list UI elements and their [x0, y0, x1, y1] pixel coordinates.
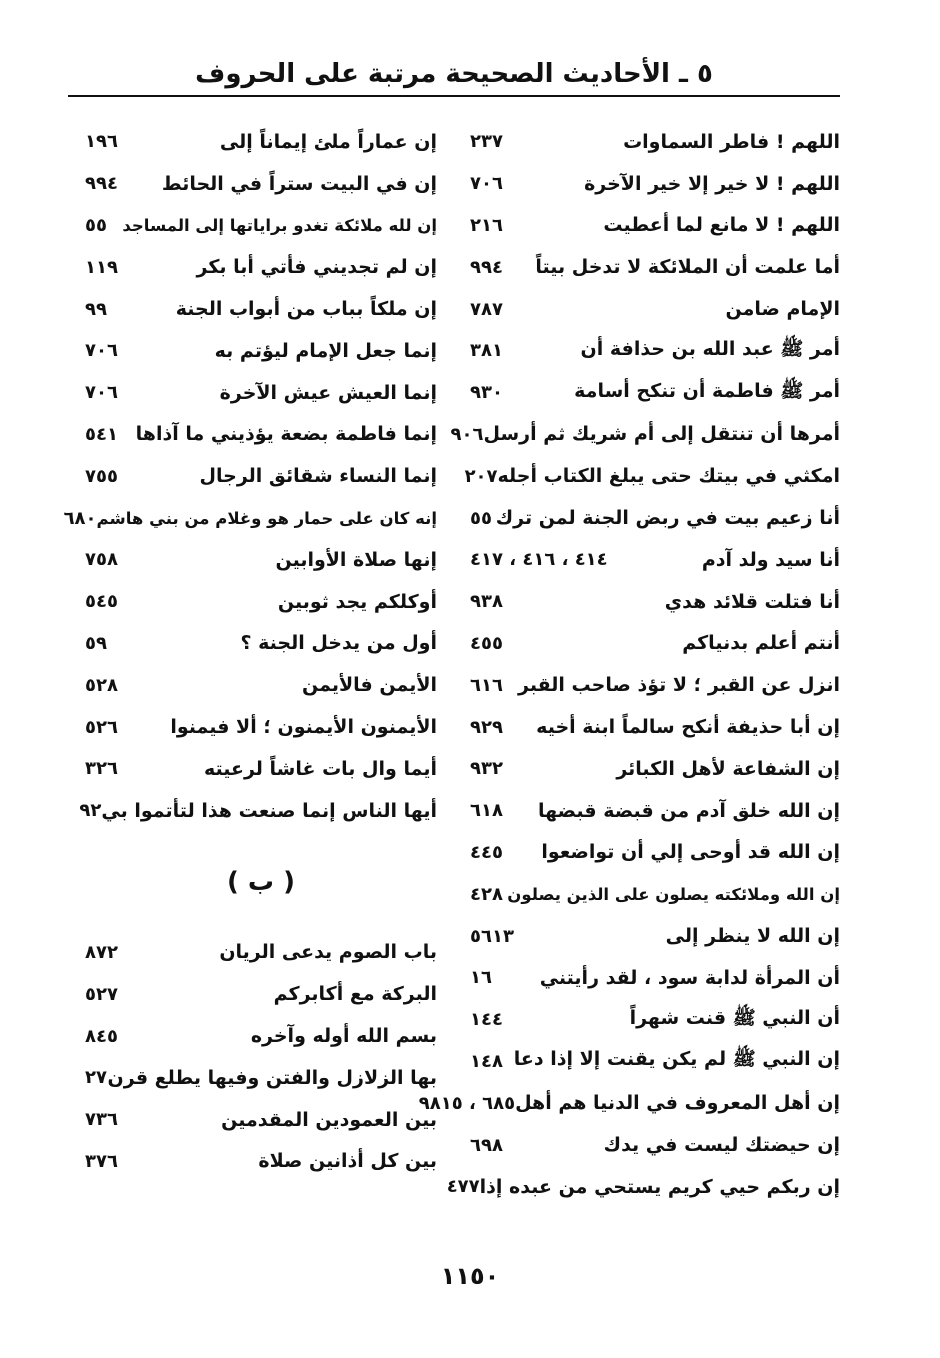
- hadith-number: ٥٢٧: [85, 983, 118, 1005]
- hadith-incipit: إن حيضتك ليست في يدك: [603, 1134, 840, 1157]
- index-entry: [470, 957, 840, 999]
- index-entry: [85, 1141, 437, 1183]
- hadith-incipit: إن ملكاً بباب من أبواب الجنة: [175, 298, 437, 321]
- index-entry: [470, 205, 840, 247]
- hadith-incipit: أنا سيد ولد آدم: [701, 548, 840, 571]
- hadith-number: ٦٩٨: [470, 1134, 503, 1156]
- hadith-incipit: إن أهل المعروف في الدنيا هم أهل: [515, 1092, 840, 1115]
- index-entry: [470, 539, 840, 581]
- index-entry: [85, 539, 437, 581]
- index-entry: [85, 414, 437, 456]
- index-entry: [85, 932, 437, 974]
- hadith-number: ٦٨٠: [63, 507, 97, 529]
- header-rule: [68, 95, 840, 97]
- hadith-number: ٩٣٨: [470, 591, 503, 613]
- index-entry: [85, 748, 437, 790]
- hadith-number: ٧٠٦: [470, 173, 503, 195]
- hadith-number: ٢٠٧: [464, 465, 498, 487]
- hadith-incipit: اللهم ! لا مانع لما أعطيت: [603, 214, 840, 237]
- index-entry: [85, 288, 437, 330]
- hadith-number: ٥٦١٣: [470, 925, 514, 947]
- hadith-incipit: إنه كان على حمار هو وغلام من بني هاشم: [96, 508, 437, 528]
- hadith-number: ٤٢٨: [470, 883, 503, 905]
- hadith-number: ٩٣٢: [470, 758, 503, 780]
- hadith-incipit: إن الله خلق آدم من قبضة قبضها: [537, 799, 840, 822]
- hadith-number: ٨٧٢: [85, 941, 118, 963]
- hadith-incipit: إنما فاطمة بضعة يؤذيني ما آذاها: [135, 423, 437, 446]
- hadith-number: ١٤٤: [470, 1009, 503, 1031]
- hadith-incipit: إن أبا حذيفة أنكح سالماً ابنة أخيه: [536, 716, 840, 739]
- hadith-number: ٩٠٦: [450, 423, 484, 445]
- hadith-incipit: إن ربكم حيي كريم يستحي من عبده إذا: [479, 1175, 840, 1198]
- hadith-number: ٩٢٩: [470, 716, 503, 738]
- hadith-incipit: إنما النساء شقائق الرجال: [199, 465, 437, 488]
- hadith-number: ٩٩: [85, 298, 107, 320]
- hadith-incipit: إنما جعل الإمام ليؤتم به: [214, 339, 437, 362]
- index-entry: [450, 414, 840, 456]
- hadith-number: ٥٥: [85, 214, 107, 236]
- index-entry: [470, 288, 840, 330]
- hadith-incipit: إن عماراً ملئ إيماناً إلى: [219, 130, 437, 153]
- hadith-number: ٨٤٥: [85, 1025, 118, 1047]
- hadith-incipit: بسم الله أوله وآخره: [250, 1025, 437, 1048]
- hadith-number: ١٤٨: [470, 1050, 503, 1072]
- hadith-number: ٣٨١: [470, 340, 503, 362]
- hadith-number: ٦١٨: [470, 800, 503, 822]
- hadith-number: ٩٩٤: [85, 173, 118, 195]
- hadith-incipit: أيما وال بات غاشاً لرعيته: [203, 757, 437, 780]
- hadith-number: ٧٠٦: [85, 340, 118, 362]
- index-entry: [85, 330, 437, 372]
- index-entry: [470, 790, 840, 832]
- hadith-incipit: امكثي في بيتك حتى يبلغ الكتاب أجله: [497, 465, 840, 488]
- hadith-incipit: أوكلكم يجد ثوبين: [277, 590, 437, 613]
- hadith-number: ٧٠٦: [85, 382, 118, 404]
- hadith-incipit: الأيمنون الأيمنون ؛ ألا فيمنوا: [170, 716, 437, 739]
- hadith-incipit: أول من يدخل الجنة ؟: [240, 632, 437, 655]
- index-entry: [470, 163, 840, 205]
- page-number: ١١٥٠: [440, 1262, 500, 1290]
- hadith-incipit: اللهم ! فاطر السماوات: [623, 130, 840, 153]
- index-entry: [470, 497, 840, 539]
- hadith-number: ١٩٦: [85, 131, 118, 153]
- hadith-incipit: أمر ﷺ عبد الله بن حذافة أن: [580, 337, 840, 360]
- hadith-incipit: إنها صلاة الأوابين: [275, 548, 437, 571]
- index-entry: [470, 664, 840, 706]
- hadith-incipit: إن الله وملائكته يصلون على الذين يصلون: [507, 884, 840, 904]
- hadith-incipit: أيها الناس إنما صنعت هذا لتأتموا بي: [101, 799, 437, 822]
- hadith-number: ٧٨٧: [470, 298, 503, 320]
- index-entry: [470, 832, 840, 874]
- hadith-number: ٧٥٥: [85, 465, 118, 487]
- hadith-incipit: انزل عن القبر ؛ لا تؤذ صاحب القبر: [518, 674, 840, 697]
- index-entry: [85, 1099, 437, 1141]
- index-entry: [470, 915, 840, 957]
- hadith-incipit: أما علمت أن الملائكة لا تدخل بيتاً: [535, 256, 840, 279]
- index-entry: [79, 790, 437, 832]
- index-entry: [85, 246, 437, 288]
- hadith-number: ٢٧: [85, 1067, 107, 1089]
- index-entry: [85, 1057, 437, 1099]
- hadith-incipit: أنا فتلت قلائد هدي: [664, 590, 840, 613]
- hadith-incipit: باب الصوم يدعى الريان: [219, 941, 437, 964]
- hadith-number: ٧٥٨: [85, 549, 118, 571]
- hadith-incipit: إن الشفاعة لأهل الكبائر: [616, 757, 840, 780]
- hadith-number: ٩٣٠: [470, 382, 503, 404]
- hadith-incipit: البركة مع أكابركم: [273, 983, 437, 1006]
- hadith-number: ١١٩: [85, 256, 118, 278]
- index-entry: [85, 623, 437, 665]
- hadith-number: ٥٩: [85, 632, 107, 654]
- hadith-number: ٩٢: [79, 800, 102, 822]
- index-entry: [470, 246, 840, 288]
- hadith-incipit: إن الله لا ينظر إلى: [665, 925, 840, 948]
- index-entry: [85, 121, 437, 163]
- hadith-incipit: إن في البيت ستراً في الحائط: [161, 172, 437, 195]
- hadith-number: ٥٤٥: [85, 591, 118, 613]
- hadith-incipit: أنا زعيم بيت في ربض الجنة لمن ترك: [495, 507, 840, 530]
- hadith-number: ٥٢٨: [85, 674, 118, 696]
- hadith-incipit: أمر ﷺ فاطمة أن تنكح أسامة: [574, 379, 840, 402]
- index-entry: [470, 1124, 840, 1166]
- right-column: [418, 121, 840, 1208]
- left-column: [63, 121, 437, 1182]
- index-entry: [63, 497, 437, 539]
- hadith-number: ٥٥: [470, 507, 492, 529]
- hadith-incipit: إن الله قد أوحى إلي أن تواضعوا: [541, 841, 840, 864]
- index-entry: [418, 1082, 840, 1124]
- hadith-incipit: إن لله ملائكة تغدو براياتها إلى المساجد: [122, 215, 437, 235]
- hadith-incipit: بين كل أذانين صلاة: [258, 1150, 437, 1173]
- hadith-number: ٦٨٥ ، ٩٨١٥: [418, 1092, 516, 1114]
- left-column-alif-section: [63, 121, 437, 832]
- hadith-number: ٥٢٦: [85, 716, 118, 738]
- hadith-incipit: بها الزلازل والفتن وفيها يطلع قرن: [107, 1066, 437, 1089]
- index-entry: [85, 205, 437, 247]
- hadith-incipit: أنتم أعلم بدنياكم: [682, 632, 840, 655]
- hadith-incipit: إنما العيش عيش الآخرة: [219, 381, 437, 404]
- hadith-incipit: أمرها أن تنتقل إلى أم شريك ثم أرسل: [483, 423, 840, 446]
- hadith-number: ٤٥٥: [470, 632, 503, 654]
- index-entry: [464, 455, 840, 497]
- hadith-number: ٤١٤ ، ٤١٦ ، ٤١٧: [470, 549, 608, 571]
- hadith-number: ٥٤١: [85, 423, 118, 445]
- index-entry: [446, 1166, 840, 1208]
- index-entry: [470, 372, 840, 414]
- index-entry: [470, 999, 840, 1041]
- hadith-number: ٢١٦: [470, 214, 503, 236]
- index-entry: [470, 873, 840, 915]
- index-entry: [85, 455, 437, 497]
- index-entry: [85, 664, 437, 706]
- hadith-incipit: اللهم ! لا خير إلا خير الآخرة: [584, 172, 840, 195]
- hadith-number: ١٦: [470, 967, 492, 989]
- hadith-incipit: إن النبي ﷺ لم يكن يقنت إلا إذا دعا: [513, 1048, 840, 1071]
- hadith-number: ٤٤٥: [470, 841, 503, 863]
- hadith-incipit: أن المرأة لدابة سود ، لقد رأيتني: [539, 966, 840, 989]
- hadith-incipit: أن النبي ﷺ قنت شهراً: [629, 1006, 840, 1029]
- index-entry: [470, 121, 840, 163]
- hadith-number: ٣٧٦: [85, 1150, 118, 1172]
- hadith-number: ٤٧٧: [446, 1176, 480, 1198]
- hadith-incipit: الإمام ضامن: [725, 298, 840, 321]
- index-entry: [85, 372, 437, 414]
- index-entry: [470, 581, 840, 623]
- hadith-number: ٦١٦: [470, 674, 503, 696]
- index-entry: [85, 973, 437, 1015]
- page-header-title: ٥ ـ الأحاديث الصحيحة مرتبة على الحروف: [195, 59, 713, 89]
- hadith-incipit: الأيمن فالأيمن: [302, 674, 437, 697]
- hadith-number: ٢٣٧: [470, 131, 503, 153]
- left-column-ba-section: [85, 932, 437, 1183]
- index-entry: [85, 706, 437, 748]
- section-heading-ba: ( ب ): [227, 866, 295, 897]
- hadith-incipit: إن لم تجديني فأتي أبا بكر: [196, 256, 437, 279]
- index-entry: [85, 581, 437, 623]
- hadith-incipit: بين العمودين المقدمين: [221, 1108, 437, 1131]
- hadith-number: ٧٣٦: [85, 1109, 118, 1131]
- index-entry: [470, 623, 840, 665]
- hadith-number: ٩٩٤: [470, 256, 503, 278]
- index-entry: [470, 1041, 840, 1083]
- index-entry: [470, 748, 840, 790]
- index-entry: [85, 1015, 437, 1057]
- index-entry: [470, 330, 840, 372]
- index-entry: [85, 163, 437, 205]
- hadith-number: ٣٢٦: [85, 758, 118, 780]
- index-entry: [470, 706, 840, 748]
